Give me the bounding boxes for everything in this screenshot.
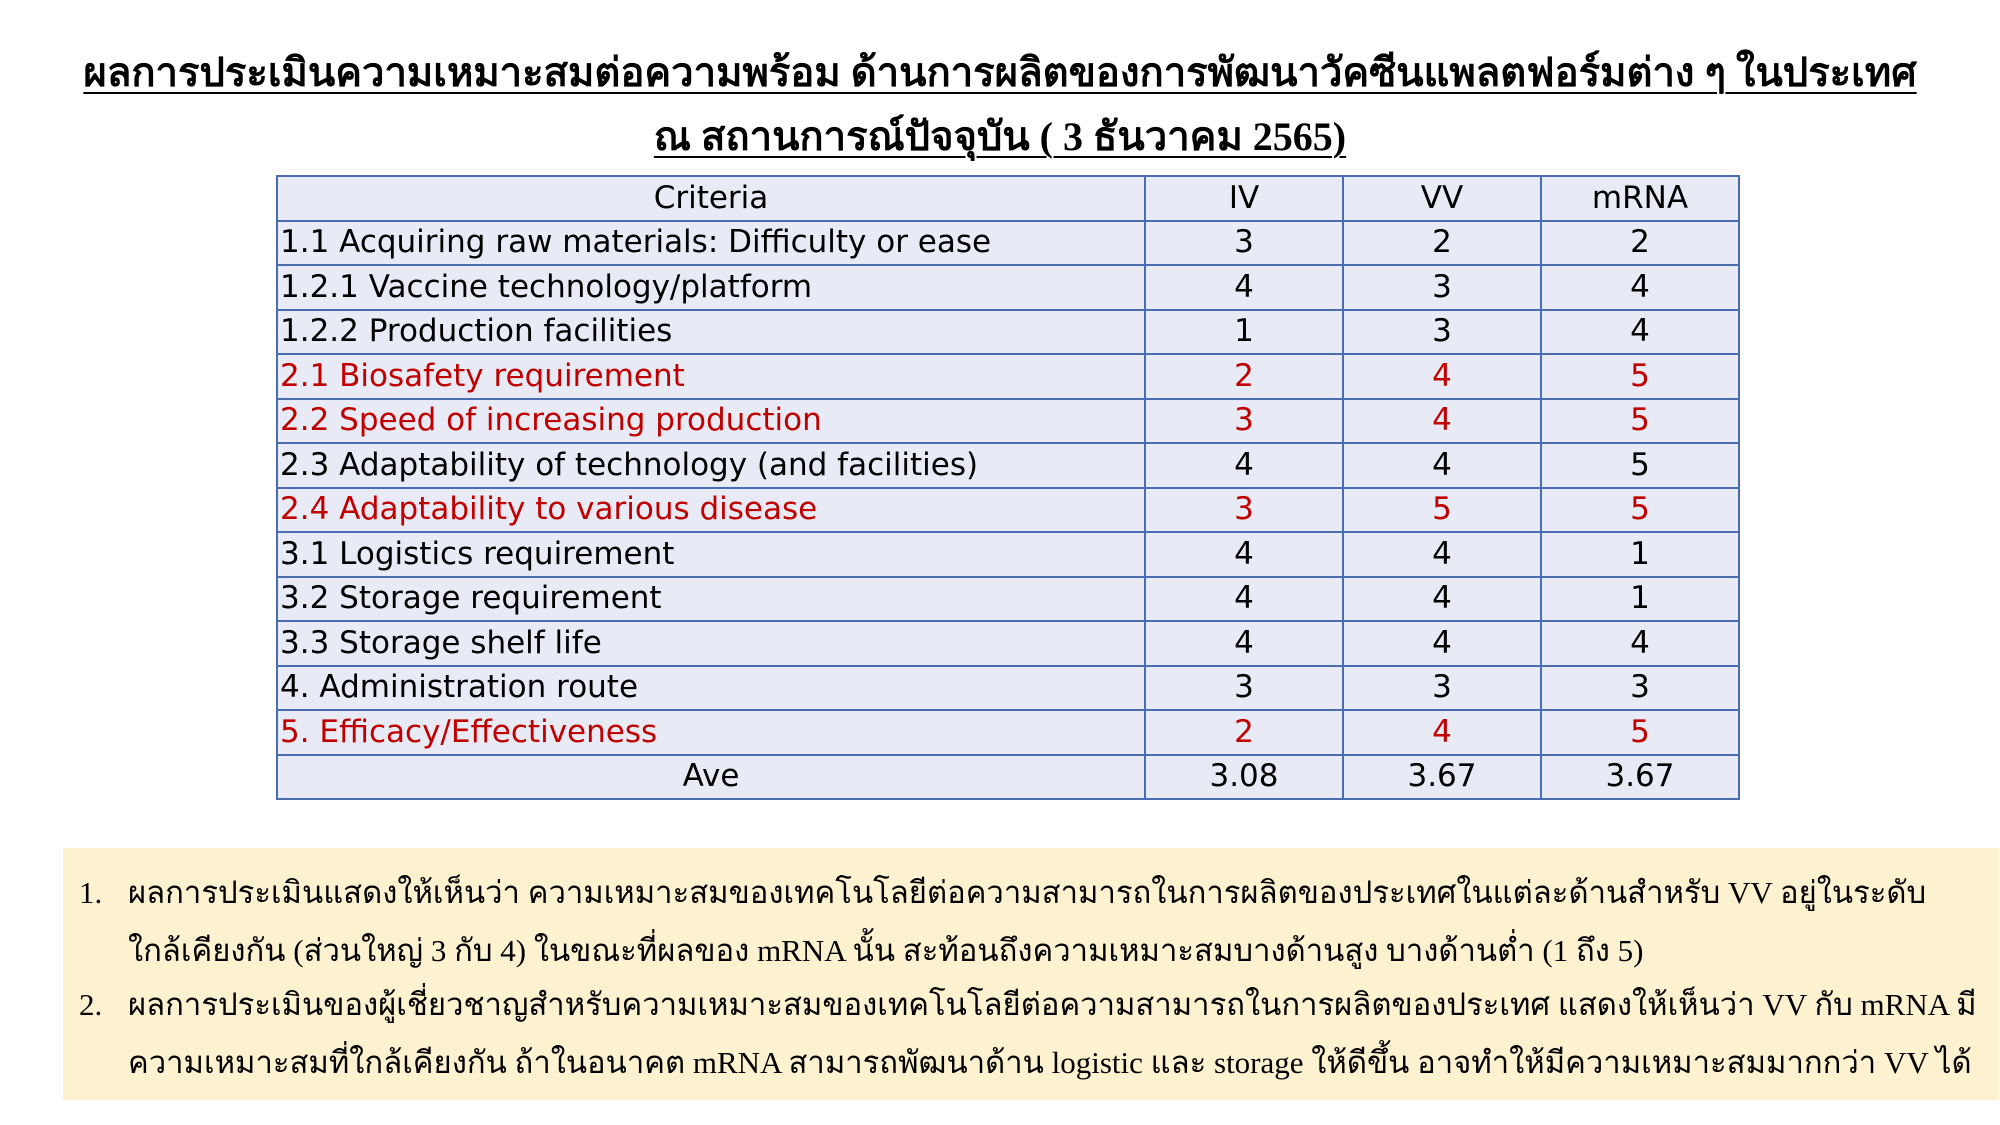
cell-mrna: 2 — [1541, 221, 1739, 266]
cell-criteria: 2.1 Biosafety requirement — [277, 354, 1145, 399]
note-number: 1. — [79, 875, 103, 910]
table-row — [277, 265, 1739, 310]
cell-vv: 5 — [1343, 488, 1541, 533]
cell-criteria: 3.1 Logistics requirement — [277, 532, 1145, 577]
cell-vv: 4 — [1343, 354, 1541, 399]
cell-iv: 4 — [1145, 265, 1343, 310]
table-row — [277, 666, 1739, 711]
cell-criteria: 1.1 Acquiring raw materials: Difficulty or ease — [277, 221, 1145, 266]
header-criteria: Criteria — [277, 176, 1145, 221]
table-row — [277, 310, 1739, 355]
cell-iv: 3 — [1145, 221, 1343, 266]
cell-iv: 3 — [1145, 488, 1343, 533]
table-row — [277, 532, 1739, 577]
cell-mrna: 5 — [1541, 443, 1739, 488]
note-text — [128, 976, 1993, 1092]
cell-mrna: 1 — [1541, 577, 1739, 622]
cell-criteria: 3.3 Storage shelf life — [277, 621, 1145, 666]
cell-iv: 4 — [1145, 443, 1343, 488]
cell-criteria: 2.4 Adaptability to various disease — [277, 488, 1145, 533]
table-row — [277, 399, 1739, 444]
header-vv: VV — [1343, 176, 1541, 221]
page-title: ผลการประเมินความเหมาะสมต่อความพร้อม ด้านการผลิตของการพัฒนาวัคซีนแพลตฟอร์มต่าง ๆ ในประเทศ — [83, 50, 1917, 95]
cell-vv: 4 — [1343, 532, 1541, 577]
cell-vv: 3 — [1343, 310, 1541, 355]
cell-iv: 1 — [1145, 310, 1343, 355]
cell-criteria: 5. Efficacy/Effectiveness — [277, 710, 1145, 755]
table-row — [277, 621, 1739, 666]
cell-vv: 4 — [1343, 621, 1541, 666]
note-line: ใกล้เคียงกัน (ส่วนใหญ่ 3 กับ 4) ในขณะที่ผลของ mRNA นั้น สะท้อนถึงความเหมาะสมบางด้านสูง บางด้านต่ำ (1 ถึง 5) — [128, 933, 1644, 968]
table-row — [277, 488, 1739, 533]
cell-criteria: 4. Administration route — [277, 666, 1145, 711]
cell-vv: 4 — [1343, 710, 1541, 755]
cell-iv: 3 — [1145, 666, 1343, 711]
table-header-row — [277, 176, 1739, 221]
cell-mrna: 5 — [1541, 488, 1739, 533]
notes-box — [63, 848, 1999, 1100]
cell-average-mrna: 3.67 — [1541, 755, 1739, 800]
cell-vv: 2 — [1343, 221, 1541, 266]
note-number: 2. — [79, 987, 103, 1022]
cell-mrna: 4 — [1541, 310, 1739, 355]
average-row — [277, 755, 1739, 800]
cell-average-iv: 3.08 — [1145, 755, 1343, 800]
cell-iv: 4 — [1145, 621, 1343, 666]
cell-criteria: 1.2.1 Vaccine technology/platform — [277, 265, 1145, 310]
note-line: ความเหมาะสมที่ใกล้เคียงกัน ถ้าในอนาคต mRNA สามารถพัฒนาด้าน logistic และ storage ให้ดีขึ้น อาจทำให้มีความเหมาะสมมากกว่า VV ได้ — [128, 1045, 1972, 1080]
cell-criteria: 2.2 Speed of increasing production — [277, 399, 1145, 444]
cell-vv: 4 — [1343, 443, 1541, 488]
cell-vv: 4 — [1343, 399, 1541, 444]
cell-criteria: 3.2 Storage requirement — [277, 577, 1145, 622]
table-row — [277, 577, 1739, 622]
cell-vv: 4 — [1343, 577, 1541, 622]
cell-mrna: 5 — [1541, 354, 1739, 399]
cell-criteria: 2.3 Adaptability of technology (and facilities) — [277, 443, 1145, 488]
cell-iv: 2 — [1145, 354, 1343, 399]
note-line: ผลการประเมินแสดงให้เห็นว่า ความเหมาะสมของเทคโนโลยีต่อความสามารถในการผลิตของประเทศในแต่ละด้านสำหรับ VV อยู่ในระดับ — [128, 875, 1927, 910]
cell-criteria: 1.2.2 Production facilities — [277, 310, 1145, 355]
cell-mrna: 1 — [1541, 532, 1739, 577]
note-text — [128, 864, 1993, 980]
criteria-score-table — [276, 175, 1740, 800]
cell-iv: 4 — [1145, 577, 1343, 622]
cell-vv: 3 — [1343, 265, 1541, 310]
table-row — [277, 221, 1739, 266]
cell-average-label: Ave — [277, 755, 1145, 800]
note-line: ผลการประเมินของผู้เชี่ยวชาญสำหรับความเหมาะสมของเทคโนโลยีต่อความสามารถในการผลิตของประเทศ แสดงให้เห็นว่า VV กับ mRNA มี — [128, 987, 1977, 1022]
cell-average-vv: 3.67 — [1343, 755, 1541, 800]
cell-mrna: 3 — [1541, 666, 1739, 711]
cell-mrna: 5 — [1541, 710, 1739, 755]
cell-vv: 3 — [1343, 666, 1541, 711]
cell-mrna: 4 — [1541, 621, 1739, 666]
cell-iv: 4 — [1145, 532, 1343, 577]
cell-iv: 3 — [1145, 399, 1343, 444]
cell-iv: 2 — [1145, 710, 1343, 755]
header-iv: IV — [1145, 176, 1343, 221]
cell-mrna: 4 — [1541, 265, 1739, 310]
table-row — [277, 354, 1739, 399]
page-subtitle: ณ สถานการณ์ปัจจุบัน ( 3 ธันวาคม 2565) — [653, 114, 1347, 159]
header-mrna: mRNA — [1541, 176, 1739, 221]
table-row — [277, 443, 1739, 488]
cell-mrna: 5 — [1541, 399, 1739, 444]
table-row — [277, 710, 1739, 755]
